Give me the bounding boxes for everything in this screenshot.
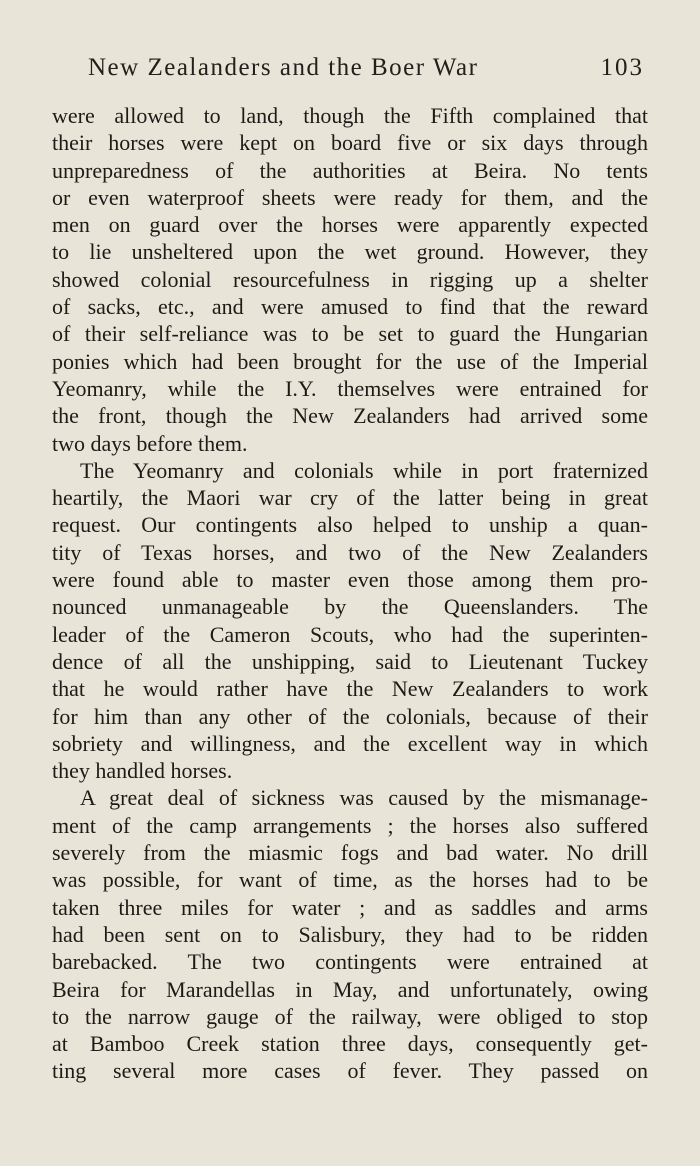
text-line: that he would rather have the New Zealanders to work: [52, 676, 648, 702]
text-line: ting several more cases of fever. They passed on: [52, 1058, 648, 1084]
text-line: their horses were kept on board five or six days through: [52, 130, 648, 156]
paragraph: [52, 102, 648, 457]
text-line: unpreparedness of the authorities at Beira. No tents: [52, 157, 648, 183]
text-line: nounced unmanageable by the Queenslanders. The: [52, 594, 648, 620]
text-line: was possible, for want of time, as the horses had to be: [52, 867, 648, 893]
text-line: tity of Texas horses, and two of the New Zealanders: [52, 539, 648, 565]
paragraph: [52, 457, 648, 785]
text-line: leader of the Cameron Scouts, who had the superinten-: [52, 621, 648, 647]
text-line: The Yeomanry and colonials while in port fraternized: [80, 457, 648, 483]
text-line: showed colonial resourcefulness in rigging up a shelter: [52, 266, 648, 292]
text-line: Beira for Marandellas in May, and unfortunately, owing: [52, 976, 648, 1002]
body-text: [52, 102, 648, 1085]
text-line: heartily, the Maori war cry of the latter being in great: [52, 485, 648, 511]
text-line: barebacked. The two contingents were entrained at: [52, 949, 648, 975]
text-line: were allowed to land, though the Fifth complained that: [52, 103, 648, 128]
text-line: request. Our contingents also helped to unship a quan-: [52, 512, 648, 538]
text-line: men on guard over the horses were apparently expected: [52, 212, 648, 238]
text-line: A great deal of sickness was caused by the mismanage-: [80, 785, 648, 811]
text-line: sobriety and willingness, and the excellent way in which: [52, 730, 648, 756]
text-line: had been sent on to Salisbury, they had to be ridden: [52, 921, 648, 947]
running-header: [88, 54, 644, 82]
text-line: Yeomanry, while the I.Y. themselves were entrained for: [52, 375, 648, 401]
page-number: 103: [600, 54, 644, 81]
text-line: the front, though the New Zealanders had arrived some: [52, 403, 648, 429]
text-line: dence of all the unshipping, said to Lieutenant Tuckey: [52, 648, 648, 674]
text-line: or even waterproof sheets were ready for them, and the: [52, 184, 648, 210]
text-line: were found able to master even those among them pro-: [52, 567, 648, 593]
text-line: at Bamboo Creek station three days, consequently get-: [52, 1031, 648, 1057]
text-line: to lie unsheltered upon the wet ground. However, they: [52, 239, 648, 265]
paragraph: [52, 784, 648, 1084]
text-line: of their self-reliance was to be set to guard the Hungarian: [52, 321, 648, 347]
text-line: ponies which had been brought for the use of the Imperial: [52, 348, 648, 374]
text-line: they handled horses.: [52, 758, 233, 784]
text-line: severely from the miasmic fogs and bad water. No drill: [52, 840, 648, 866]
text-line: to the narrow gauge of the railway, were obliged to stop: [52, 1003, 648, 1029]
text-line: ment of the camp arrangements ; the horses also suffered: [52, 812, 648, 838]
text-line: for him than any other of the colonials, because of their: [52, 703, 648, 729]
header-title: New Zealanders and the Boer War: [88, 54, 479, 81]
text-line: taken three miles for water ; and as saddles and arms: [52, 894, 648, 920]
text-line: two days before them.: [52, 430, 248, 456]
text-line: of sacks, etc., and were amused to find that the reward: [52, 294, 648, 320]
